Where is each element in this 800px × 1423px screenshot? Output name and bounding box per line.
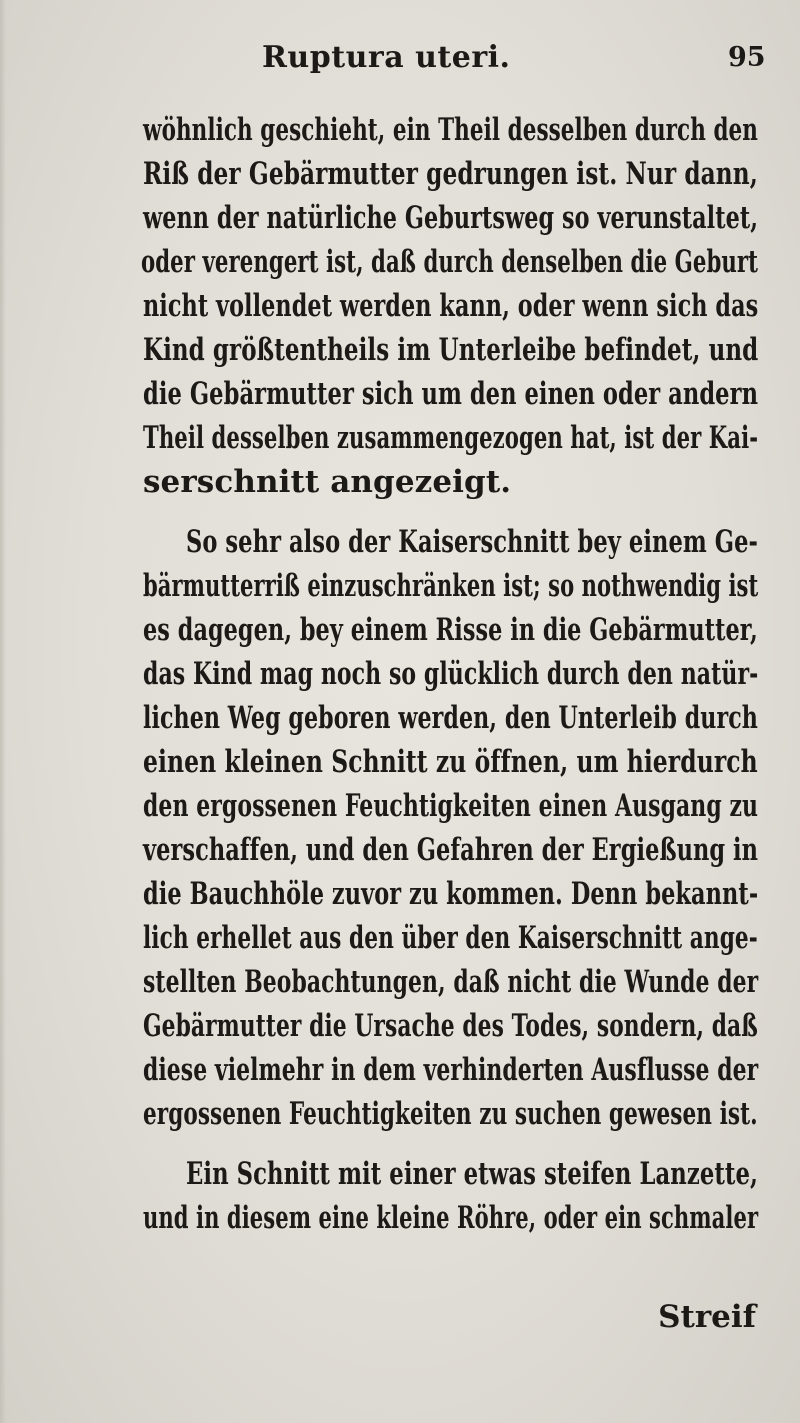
text-line: Ein Schnitt mit einer etwas steifen Lanzette, [186,1156,758,1192]
text-line: So sehr also der Kaiserschnitt bey einem Ge- [186,524,758,560]
text-line: Riß der Gebärmutter gedrungen ist. Nur dann, [143,156,758,192]
text-line: das Kind mag noch so glücklich durch den natür- [143,656,759,692]
text-line: Theil desselben zusammengezogen hat, ist der Kai- [143,420,759,456]
catchword [0,1295,800,1339]
catchword-text: Streif [658,1299,756,1335]
text-line: ergossenen Feuchtigkeiten zu suchen gewesen ist. [143,1096,758,1132]
text-line: wöhnlich geschieht, ein Theil desselben durch den [143,112,758,148]
text-line: die Bauchhöle zuvor zu kommen. Denn bekannt- [143,876,759,912]
page-number: 95 [728,42,766,73]
text-line: nicht vollendet werden kann, oder wenn sich das [143,288,759,324]
text-line: wenn der natürliche Geburtsweg so verunstaltet, [143,200,759,236]
text-line: den ergossenen Feuchtigkeiten einen Ausgang zu [143,788,759,824]
text-line: stellten Beobachtungen, daß nicht die Wunde der [143,964,759,1000]
text-line: bärmutterriß einzuschränken ist; so nothwendig ist [143,568,759,604]
text-line: lich erhellet aus den über den Kaiserschnitt ange- [143,920,758,956]
text-line: diese vielmehr in dem verhinderten Ausflusse der [143,1052,759,1088]
text-line: einen kleinen Schnitt zu öffnen, um hierdurch [143,744,758,780]
running-title: Ruptura uteri. [262,40,511,75]
text-line: und in diesem eine kleine Röhre, oder ein schmaler [143,1200,759,1236]
text-line: die Gebärmutter sich um den einen oder andern [143,376,759,412]
running-head [0,40,800,80]
text-line: Gebärmutter die Ursache des Todes, sondern, daß [143,1008,758,1044]
text-line: oder verengert ist, daß durch denselben die Geburt [141,244,759,280]
text-line: lichen Weg geboren werden, den Unterleib durch [143,700,758,736]
text-line: serschnitt angezeigt. [143,464,512,500]
text-line: verschaffen, und den Gefahren der Ergießung in [143,832,759,868]
text-line: es dagegen, bey einem Risse in die Gebärmutter, [143,612,758,648]
text-line: Kind größtentheils im Unterleibe befindet, und [143,332,759,368]
